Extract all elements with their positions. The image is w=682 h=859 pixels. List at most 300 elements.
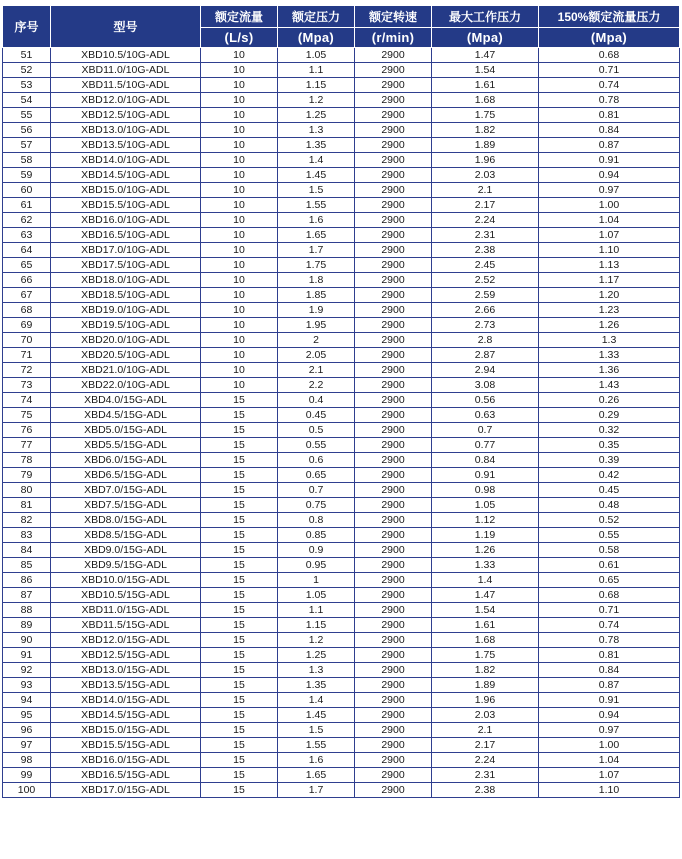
table-row <box>3 393 680 408</box>
seq-cell: 70 <box>3 333 51 348</box>
pressure-cell: 1.3 <box>278 663 355 678</box>
model-cell: XBD15.0/15G-ADL <box>51 723 201 738</box>
seq-cell: 62 <box>3 213 51 228</box>
table-row <box>3 318 680 333</box>
pressure-cell: 1.95 <box>278 318 355 333</box>
speed-cell: 2900 <box>355 468 432 483</box>
seq-cell: 71 <box>3 348 51 363</box>
flow-cell: 15 <box>201 438 278 453</box>
table-row <box>3 48 680 63</box>
pressure-150-cell: 0.52 <box>539 513 680 528</box>
pressure-cell: 1.75 <box>278 258 355 273</box>
model-cell: XBD12.5/10G-ADL <box>51 108 201 123</box>
pressure-150-cell: 0.84 <box>539 663 680 678</box>
model-cell: XBD18.5/10G-ADL <box>51 288 201 303</box>
pressure-cell: 1.25 <box>278 648 355 663</box>
flow-cell: 10 <box>201 168 278 183</box>
max-pressure-cell: 1.68 <box>432 633 539 648</box>
pressure-cell: 1.05 <box>278 588 355 603</box>
table-row <box>3 78 680 93</box>
flow-cell: 15 <box>201 708 278 723</box>
max-pressure-cell: 1.75 <box>432 648 539 663</box>
model-cell: XBD8.5/15G-ADL <box>51 528 201 543</box>
speed-cell: 2900 <box>355 723 432 738</box>
max-pressure-cell: 1.54 <box>432 63 539 78</box>
header-model: 型号 <box>51 6 201 48</box>
pressure-150-cell: 1.07 <box>539 768 680 783</box>
speed-cell: 2900 <box>355 318 432 333</box>
seq-cell: 67 <box>3 288 51 303</box>
table-row <box>3 273 680 288</box>
max-pressure-cell: 3.08 <box>432 378 539 393</box>
seq-cell: 63 <box>3 228 51 243</box>
flow-cell: 10 <box>201 243 278 258</box>
pressure-cell: 0.75 <box>278 498 355 513</box>
flow-cell: 15 <box>201 393 278 408</box>
seq-cell: 65 <box>3 258 51 273</box>
seq-cell: 52 <box>3 63 51 78</box>
pressure-cell: 0.55 <box>278 438 355 453</box>
pressure-cell: 2.1 <box>278 363 355 378</box>
table-row <box>3 558 680 573</box>
seq-cell: 73 <box>3 378 51 393</box>
pressure-150-cell: 1.23 <box>539 303 680 318</box>
pressure-cell: 1.15 <box>278 78 355 93</box>
pressure-cell: 1 <box>278 573 355 588</box>
pressure-cell: 1.35 <box>278 138 355 153</box>
pressure-150-cell: 1.17 <box>539 273 680 288</box>
pressure-150-cell: 0.45 <box>539 483 680 498</box>
max-pressure-cell: 2.8 <box>432 333 539 348</box>
model-cell: XBD9.5/15G-ADL <box>51 558 201 573</box>
model-cell: XBD12.0/10G-ADL <box>51 93 201 108</box>
pressure-cell: 0.85 <box>278 528 355 543</box>
speed-cell: 2900 <box>355 783 432 798</box>
flow-cell: 15 <box>201 753 278 768</box>
speed-cell: 2900 <box>355 408 432 423</box>
pressure-150-cell: 0.71 <box>539 603 680 618</box>
max-pressure-cell: 2.1 <box>432 183 539 198</box>
pressure-cell: 0.95 <box>278 558 355 573</box>
flow-cell: 15 <box>201 663 278 678</box>
table-row <box>3 468 680 483</box>
flow-cell: 15 <box>201 573 278 588</box>
flow-cell: 15 <box>201 408 278 423</box>
speed-cell: 2900 <box>355 273 432 288</box>
pressure-cell: 0.8 <box>278 513 355 528</box>
table-row <box>3 453 680 468</box>
table-row <box>3 438 680 453</box>
seq-cell: 51 <box>3 48 51 63</box>
pressure-cell: 0.7 <box>278 483 355 498</box>
table-body <box>3 48 680 798</box>
pressure-cell: 0.6 <box>278 453 355 468</box>
table-row <box>3 633 680 648</box>
model-cell: XBD14.5/15G-ADL <box>51 708 201 723</box>
model-cell: XBD16.5/10G-ADL <box>51 228 201 243</box>
pressure-cell: 0.45 <box>278 408 355 423</box>
model-cell: XBD20.5/10G-ADL <box>51 348 201 363</box>
flow-cell: 10 <box>201 288 278 303</box>
flow-cell: 15 <box>201 618 278 633</box>
speed-cell: 2900 <box>355 528 432 543</box>
flow-cell: 15 <box>201 558 278 573</box>
flow-cell: 15 <box>201 678 278 693</box>
speed-cell: 2900 <box>355 738 432 753</box>
seq-cell: 82 <box>3 513 51 528</box>
pressure-cell: 1.4 <box>278 153 355 168</box>
pressure-cell: 1.8 <box>278 273 355 288</box>
flow-cell: 10 <box>201 333 278 348</box>
flow-cell: 10 <box>201 93 278 108</box>
pressure-150-cell: 0.97 <box>539 183 680 198</box>
flow-cell: 10 <box>201 123 278 138</box>
model-cell: XBD19.5/10G-ADL <box>51 318 201 333</box>
seq-cell: 87 <box>3 588 51 603</box>
pressure-150-cell: 1.04 <box>539 213 680 228</box>
pressure-cell: 1.1 <box>278 63 355 78</box>
seq-cell: 81 <box>3 498 51 513</box>
flow-cell: 15 <box>201 693 278 708</box>
model-cell: XBD19.0/10G-ADL <box>51 303 201 318</box>
flow-cell: 15 <box>201 648 278 663</box>
table-row <box>3 153 680 168</box>
seq-cell: 59 <box>3 168 51 183</box>
speed-cell: 2900 <box>355 183 432 198</box>
model-cell: XBD14.0/15G-ADL <box>51 693 201 708</box>
seq-cell: 58 <box>3 153 51 168</box>
model-cell: XBD12.0/15G-ADL <box>51 633 201 648</box>
table-row <box>3 678 680 693</box>
model-cell: XBD5.5/15G-ADL <box>51 438 201 453</box>
model-cell: XBD16.0/10G-ADL <box>51 213 201 228</box>
header-flow: 额定流量 <box>201 6 278 28</box>
speed-cell: 2900 <box>355 438 432 453</box>
speed-cell: 2900 <box>355 138 432 153</box>
speed-cell: 2900 <box>355 108 432 123</box>
table-row <box>3 528 680 543</box>
seq-cell: 78 <box>3 453 51 468</box>
pressure-150-cell: 0.68 <box>539 588 680 603</box>
model-cell: XBD7.0/15G-ADL <box>51 483 201 498</box>
speed-cell: 2900 <box>355 78 432 93</box>
pressure-150-cell: 0.91 <box>539 153 680 168</box>
max-pressure-cell: 2.17 <box>432 738 539 753</box>
seq-cell: 80 <box>3 483 51 498</box>
table-row <box>3 588 680 603</box>
seq-cell: 99 <box>3 768 51 783</box>
model-cell: XBD15.5/10G-ADL <box>51 198 201 213</box>
pressure-150-cell: 0.91 <box>539 693 680 708</box>
flow-cell: 10 <box>201 348 278 363</box>
seq-cell: 97 <box>3 738 51 753</box>
seq-cell: 89 <box>3 618 51 633</box>
model-cell: XBD16.0/15G-ADL <box>51 753 201 768</box>
speed-cell: 2900 <box>355 123 432 138</box>
table-row <box>3 483 680 498</box>
flow-cell: 15 <box>201 783 278 798</box>
max-pressure-cell: 1.75 <box>432 108 539 123</box>
speed-cell: 2900 <box>355 588 432 603</box>
max-pressure-cell: 2.24 <box>432 213 539 228</box>
max-pressure-cell: 2.31 <box>432 228 539 243</box>
pressure-150-cell: 0.58 <box>539 543 680 558</box>
speed-cell: 2900 <box>355 63 432 78</box>
header-seq: 序号 <box>3 6 51 48</box>
pressure-150-cell: 0.48 <box>539 498 680 513</box>
model-cell: XBD13.5/15G-ADL <box>51 678 201 693</box>
flow-cell: 15 <box>201 768 278 783</box>
model-cell: XBD8.0/15G-ADL <box>51 513 201 528</box>
pressure-150-cell: 1.26 <box>539 318 680 333</box>
flow-cell: 10 <box>201 108 278 123</box>
flow-cell: 10 <box>201 273 278 288</box>
max-pressure-cell: 2.73 <box>432 318 539 333</box>
pressure-cell: 1.65 <box>278 768 355 783</box>
flow-cell: 15 <box>201 453 278 468</box>
pressure-150-cell: 0.61 <box>539 558 680 573</box>
speed-cell: 2900 <box>355 543 432 558</box>
table-row <box>3 573 680 588</box>
pressure-150-cell: 1.10 <box>539 243 680 258</box>
speed-cell: 2900 <box>355 573 432 588</box>
flow-cell: 10 <box>201 258 278 273</box>
pressure-150-cell: 0.94 <box>539 168 680 183</box>
pressure-150-cell: 0.78 <box>539 93 680 108</box>
flow-cell: 10 <box>201 78 278 93</box>
model-cell: XBD10.0/15G-ADL <box>51 573 201 588</box>
max-pressure-cell: 1.26 <box>432 543 539 558</box>
speed-cell: 2900 <box>355 558 432 573</box>
seq-cell: 66 <box>3 273 51 288</box>
seq-cell: 77 <box>3 438 51 453</box>
model-cell: XBD11.5/10G-ADL <box>51 78 201 93</box>
speed-cell: 2900 <box>355 453 432 468</box>
pressure-cell: 1.9 <box>278 303 355 318</box>
flow-cell: 15 <box>201 483 278 498</box>
seq-cell: 53 <box>3 78 51 93</box>
model-cell: XBD14.5/10G-ADL <box>51 168 201 183</box>
speed-cell: 2900 <box>355 213 432 228</box>
pressure-cell: 1.2 <box>278 93 355 108</box>
max-pressure-cell: 1.82 <box>432 663 539 678</box>
pressure-150-cell: 0.94 <box>539 708 680 723</box>
table-row <box>3 243 680 258</box>
table-header <box>3 6 680 48</box>
pressure-cell: 2.2 <box>278 378 355 393</box>
seq-cell: 88 <box>3 603 51 618</box>
table-row <box>3 498 680 513</box>
pressure-150-cell: 1.00 <box>539 198 680 213</box>
max-pressure-cell: 2.38 <box>432 783 539 798</box>
pressure-cell: 1.15 <box>278 618 355 633</box>
pressure-150-cell: 1.07 <box>539 228 680 243</box>
max-pressure-cell: 1.96 <box>432 153 539 168</box>
table-row <box>3 303 680 318</box>
model-cell: XBD10.5/10G-ADL <box>51 48 201 63</box>
speed-cell: 2900 <box>355 603 432 618</box>
seq-cell: 91 <box>3 648 51 663</box>
pressure-150-cell: 0.81 <box>539 108 680 123</box>
header-speed-unit: (r/min) <box>355 28 432 48</box>
speed-cell: 2900 <box>355 168 432 183</box>
pressure-150-cell: 0.55 <box>539 528 680 543</box>
table-row <box>3 708 680 723</box>
pressure-150-cell: 0.81 <box>539 648 680 663</box>
speed-cell: 2900 <box>355 513 432 528</box>
table-row <box>3 123 680 138</box>
pressure-cell: 1.45 <box>278 168 355 183</box>
max-pressure-cell: 0.84 <box>432 453 539 468</box>
flow-cell: 10 <box>201 153 278 168</box>
model-cell: XBD11.5/15G-ADL <box>51 618 201 633</box>
seq-cell: 85 <box>3 558 51 573</box>
max-pressure-cell: 2.94 <box>432 363 539 378</box>
model-cell: XBD11.0/15G-ADL <box>51 603 201 618</box>
pressure-150-cell: 0.74 <box>539 78 680 93</box>
table-row <box>3 723 680 738</box>
pressure-cell: 1.7 <box>278 783 355 798</box>
max-pressure-cell: 2.87 <box>432 348 539 363</box>
flow-cell: 15 <box>201 633 278 648</box>
flow-cell: 10 <box>201 48 278 63</box>
seq-cell: 54 <box>3 93 51 108</box>
pressure-150-cell: 1.43 <box>539 378 680 393</box>
pressure-cell: 1.05 <box>278 48 355 63</box>
speed-cell: 2900 <box>355 648 432 663</box>
table-row <box>3 603 680 618</box>
pressure-cell: 0.4 <box>278 393 355 408</box>
max-pressure-cell: 1.05 <box>432 498 539 513</box>
max-pressure-cell: 0.91 <box>432 468 539 483</box>
model-cell: XBD11.0/10G-ADL <box>51 63 201 78</box>
flow-cell: 15 <box>201 423 278 438</box>
max-pressure-cell: 2.59 <box>432 288 539 303</box>
pressure-150-cell: 0.74 <box>539 618 680 633</box>
speed-cell: 2900 <box>355 678 432 693</box>
table-row <box>3 333 680 348</box>
table-row <box>3 288 680 303</box>
pressure-150-cell: 0.84 <box>539 123 680 138</box>
pressure-cell: 1.5 <box>278 723 355 738</box>
model-cell: XBD13.5/10G-ADL <box>51 138 201 153</box>
table-row <box>3 648 680 663</box>
max-pressure-cell: 1.54 <box>432 603 539 618</box>
header-pressure-150: 150%额定流量压力 <box>539 6 680 28</box>
flow-cell: 15 <box>201 468 278 483</box>
max-pressure-cell: 1.19 <box>432 528 539 543</box>
speed-cell: 2900 <box>355 348 432 363</box>
pressure-150-cell: 1.3 <box>539 333 680 348</box>
speed-cell: 2900 <box>355 753 432 768</box>
flow-cell: 10 <box>201 138 278 153</box>
max-pressure-cell: 0.56 <box>432 393 539 408</box>
table-row <box>3 168 680 183</box>
table-row <box>3 93 680 108</box>
max-pressure-cell: 2.17 <box>432 198 539 213</box>
model-cell: XBD4.5/15G-ADL <box>51 408 201 423</box>
seq-cell: 100 <box>3 783 51 798</box>
max-pressure-cell: 1.89 <box>432 678 539 693</box>
max-pressure-cell: 2.1 <box>432 723 539 738</box>
flow-cell: 10 <box>201 198 278 213</box>
pressure-150-cell: 1.04 <box>539 753 680 768</box>
seq-cell: 90 <box>3 633 51 648</box>
seq-cell: 94 <box>3 693 51 708</box>
pressure-cell: 1.1 <box>278 603 355 618</box>
max-pressure-cell: 2.66 <box>432 303 539 318</box>
model-cell: XBD6.5/15G-ADL <box>51 468 201 483</box>
table-row <box>3 348 680 363</box>
flow-cell: 10 <box>201 228 278 243</box>
flow-cell: 15 <box>201 498 278 513</box>
seq-cell: 96 <box>3 723 51 738</box>
table-row <box>3 213 680 228</box>
table-row <box>3 423 680 438</box>
flow-cell: 10 <box>201 363 278 378</box>
max-pressure-cell: 1.47 <box>432 48 539 63</box>
pressure-cell: 2.05 <box>278 348 355 363</box>
speed-cell: 2900 <box>355 378 432 393</box>
max-pressure-cell: 0.63 <box>432 408 539 423</box>
pressure-cell: 1.25 <box>278 108 355 123</box>
flow-cell: 10 <box>201 213 278 228</box>
pressure-150-cell: 0.97 <box>539 723 680 738</box>
max-pressure-cell: 1.47 <box>432 588 539 603</box>
pressure-150-cell: 1.33 <box>539 348 680 363</box>
flow-cell: 15 <box>201 528 278 543</box>
model-cell: XBD17.0/10G-ADL <box>51 243 201 258</box>
pressure-cell: 1.5 <box>278 183 355 198</box>
table-row <box>3 138 680 153</box>
max-pressure-cell: 0.98 <box>432 483 539 498</box>
speed-cell: 2900 <box>355 243 432 258</box>
pressure-cell: 1.7 <box>278 243 355 258</box>
seq-cell: 75 <box>3 408 51 423</box>
seq-cell: 83 <box>3 528 51 543</box>
speed-cell: 2900 <box>355 498 432 513</box>
table-row <box>3 663 680 678</box>
speed-cell: 2900 <box>355 198 432 213</box>
max-pressure-cell: 1.61 <box>432 618 539 633</box>
max-pressure-cell: 1.4 <box>432 573 539 588</box>
table-row <box>3 768 680 783</box>
pressure-cell: 1.85 <box>278 288 355 303</box>
speed-cell: 2900 <box>355 708 432 723</box>
model-cell: XBD21.0/10G-ADL <box>51 363 201 378</box>
max-pressure-cell: 1.33 <box>432 558 539 573</box>
max-pressure-cell: 2.38 <box>432 243 539 258</box>
pressure-cell: 1.6 <box>278 753 355 768</box>
table-row <box>3 108 680 123</box>
seq-cell: 68 <box>3 303 51 318</box>
flow-cell: 10 <box>201 303 278 318</box>
max-pressure-cell: 0.7 <box>432 423 539 438</box>
max-pressure-cell: 1.12 <box>432 513 539 528</box>
flow-cell: 15 <box>201 738 278 753</box>
speed-cell: 2900 <box>355 423 432 438</box>
model-cell: XBD17.0/15G-ADL <box>51 783 201 798</box>
model-cell: XBD9.0/15G-ADL <box>51 543 201 558</box>
max-pressure-cell: 2.24 <box>432 753 539 768</box>
pressure-150-cell: 0.68 <box>539 48 680 63</box>
table-row <box>3 693 680 708</box>
max-pressure-cell: 1.89 <box>432 138 539 153</box>
seq-cell: 64 <box>3 243 51 258</box>
max-pressure-cell: 2.31 <box>432 768 539 783</box>
model-cell: XBD6.0/15G-ADL <box>51 453 201 468</box>
flow-cell: 10 <box>201 63 278 78</box>
